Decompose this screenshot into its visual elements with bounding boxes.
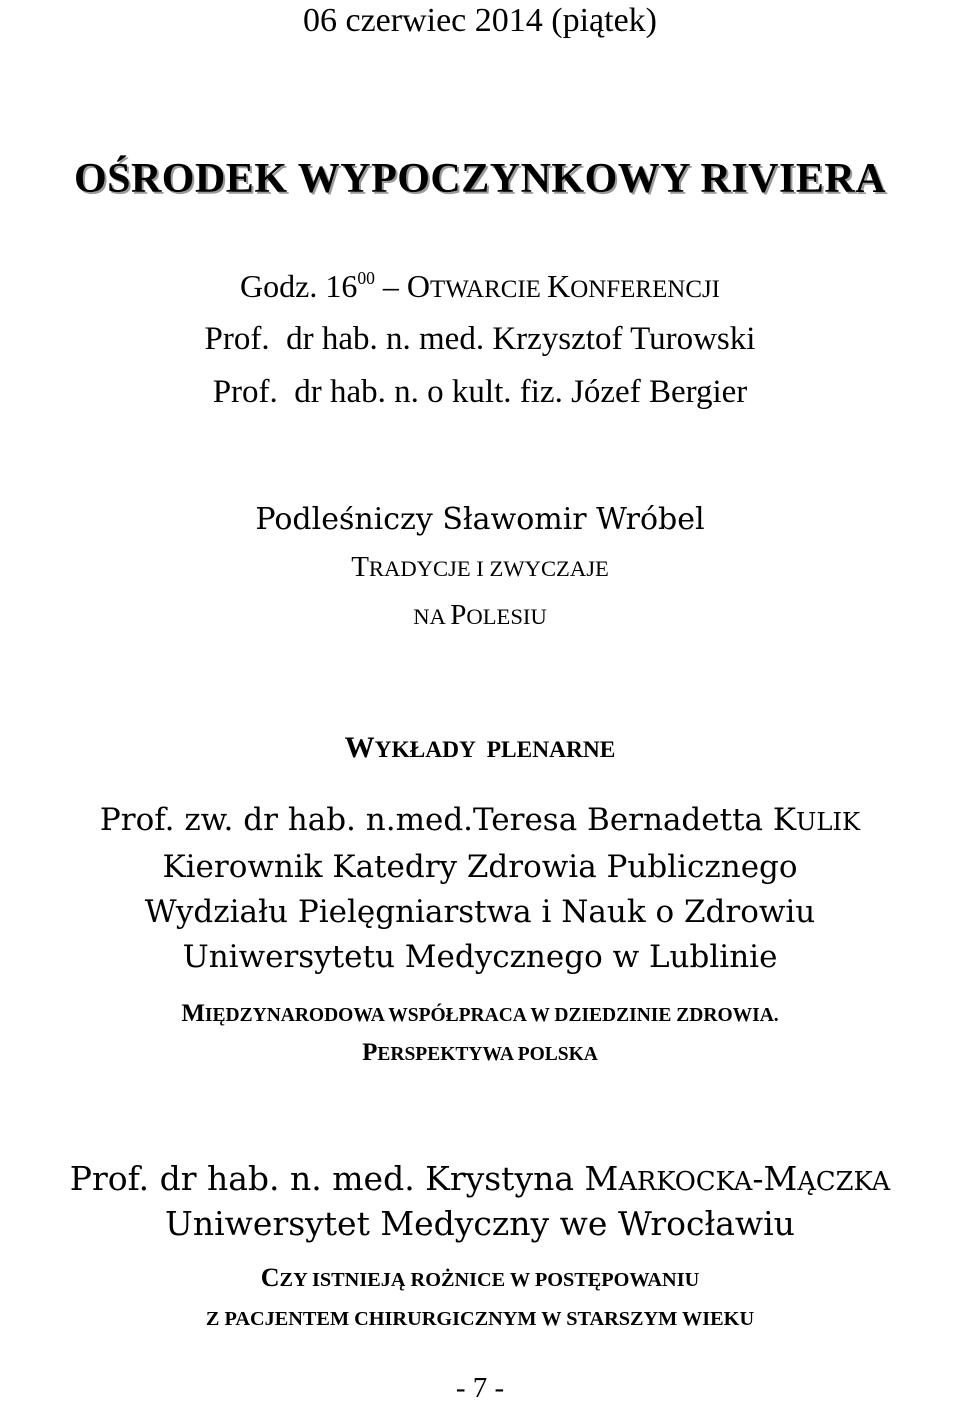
speaker-markocka-maczka (0, 1159, 960, 1198)
opening-title-rest1: TWARCIE (430, 276, 548, 303)
talk-title-rest: IĘDZYNARODOWA WSPÓŁPRACA W DZIEDZINIE ZDROWIA. (204, 1005, 779, 1026)
talk-title-wrobel-line1 (0, 553, 960, 582)
talk-title-cap: T (351, 551, 369, 583)
opening-session (0, 267, 960, 304)
opening-time: Godz. 16 (240, 268, 358, 304)
speaker-kulik-name: Prof. zw. dr hab. n.med.Teresa Bernadetta (99, 802, 773, 838)
markocka-talk-title-line2 (0, 1304, 960, 1330)
speaker-kulik-surname-rest: ULIK (796, 808, 861, 836)
page-number: - 7 - (455, 1372, 505, 1404)
speaker-kulik-surname-cap: K (772, 802, 797, 838)
talk-title-prefix: NA (413, 604, 451, 629)
markocka-affiliation: Uniwersytet Medyczny we Wrocławiu (165, 1204, 795, 1243)
talk-title-rest: ERSPEKTYWA POLSKA (377, 1044, 598, 1065)
talk-title-rest: OLESIU (466, 604, 547, 629)
surname-rest: ĄCZKA (797, 1167, 891, 1197)
talk-title-rest: RADYCJE I ZWYCZAJE (368, 556, 609, 581)
opening-title-rest2: ONFERENCJI (570, 276, 720, 303)
opening-title-cap1: O (406, 268, 431, 304)
opening-speaker-bergier: Prof. dr hab. n. o kult. fiz. Józef Bergier (212, 374, 748, 410)
talk-title-rest: ZY ISTNIEJĄ ROŻNICE W POSTĘPOWANIU (279, 1269, 700, 1291)
kulik-affiliation-line3: Uniwersytetu Medycznego w Lublinie (182, 939, 778, 975)
date-heading: 06 czerwiec 2014 (piątek) (303, 2, 657, 39)
opening-dash: – (374, 268, 407, 304)
plenary-heading (0, 733, 960, 763)
talk-title-cap: P (450, 599, 467, 631)
surname-rest: ARKOCKA (618, 1167, 753, 1197)
talk-title-cap: C (260, 1263, 280, 1292)
plenary-heading-rest: YKŁADY PLENARNE (374, 737, 616, 763)
kulik-talk-title-line1 (0, 1001, 960, 1026)
opening-time-minutes: 00 (357, 267, 375, 288)
plenary-heading-cap: W (344, 731, 375, 764)
talk-title-cap: P (362, 1039, 378, 1066)
talk-title-wrobel-line2 (0, 601, 960, 630)
surname-cap: M (584, 1159, 619, 1198)
opening-title-cap2: K (547, 268, 571, 304)
talk-author-wrobel: Podleśniczy Sławomir Wróbel (255, 502, 705, 537)
venue-heading: OŚRODEK WYPOCZYNKOWY RIVIERA (73, 156, 887, 202)
surname-cap: M (763, 1159, 798, 1198)
talk-title-cap: M (181, 1000, 205, 1027)
opening-speaker-turowski: Prof. dr hab. n. med. Krzysztof Turowski (204, 321, 756, 357)
kulik-affiliation-line2: Wydziału Pielęgniarstwa i Nauk o Zdrowiu (144, 894, 816, 930)
kulik-affiliation-line1: Kierownik Katedry Zdrowia Publicznego (162, 849, 798, 885)
kulik-talk-title-line2 (0, 1040, 960, 1065)
markocka-talk-title-line1 (0, 1265, 960, 1291)
speaker-markocka-name: Prof. dr hab. n. med. Krystyna (69, 1159, 585, 1198)
speaker-kulik (0, 802, 960, 838)
surname-separator: - (752, 1159, 764, 1198)
talk-title-rest: Z PACJENTEM CHIRURGICZNYM W STARSZYM WIEKU (205, 1308, 755, 1330)
